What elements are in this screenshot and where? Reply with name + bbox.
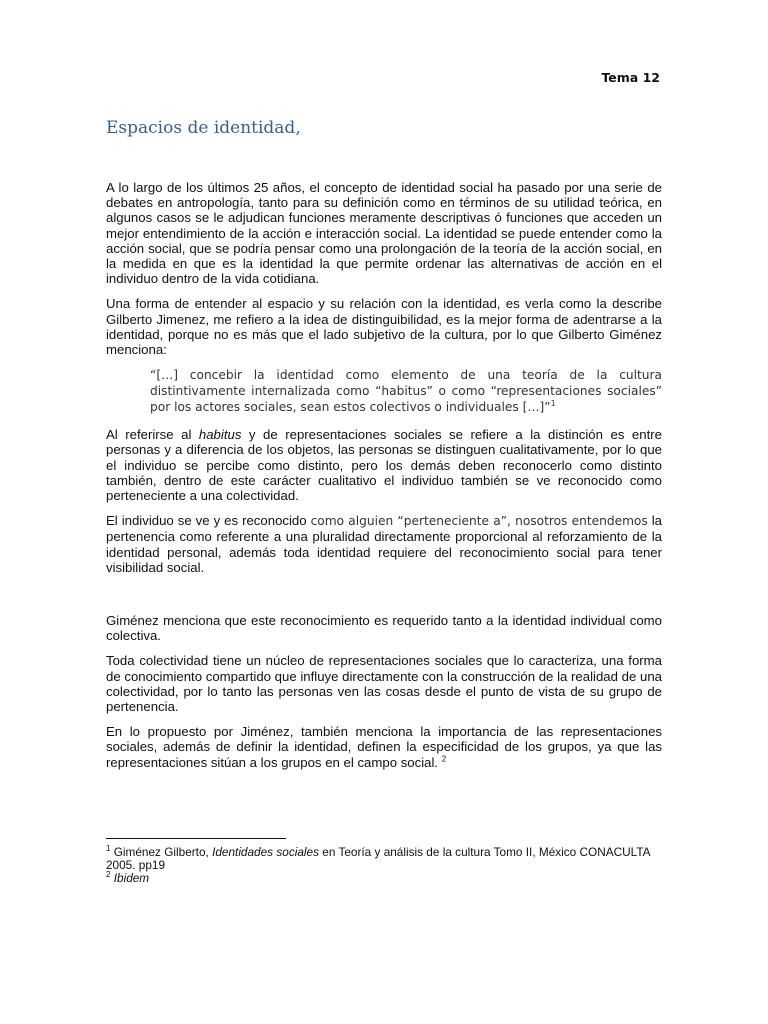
paragraph-4 [106, 513, 662, 575]
paragraph-3-italic: habitus [198, 427, 242, 443]
footnote-2-number: 2 [106, 870, 111, 880]
paragraph-7-text: En lo propuesto por Jiménez, también menciona la importancia de las representaciones sociales, además de definir la identidad, definen la especificidad de los grupos, ya que las representaciones sitúan a los grupos en el campo social. [106, 724, 662, 770]
paragraph-3 [106, 427, 662, 503]
paragraph-7 [106, 724, 662, 770]
paragraph-3-lead: Al referirse al [106, 427, 199, 443]
paragraph-3-rest: y de representaciones sociales se refiere a la distinción es entre personas y a diferencia de los objetos, las personas se distinguen cualitativamente, por lo que el individuo se percibe como distinto, pero los demás deben reconocerlo como distinto también, dentro de este carácter cualitativo el individuo también se ve reconocido como perteneciente a una colectividad. [106, 427, 662, 504]
footnote-2-italic: Ibidem [110, 871, 150, 885]
paragraph-6: Toda colectividad tiene un núcleo de representaciones sociales que lo caracteriza, una forma de conocimiento compartido que influye directamente con la construcción de la realidad de una colectividad, por lo tanto las personas ven las cosas desde el punto de vista de su grupo de pertenencia. [106, 653, 662, 715]
footnote-divider [106, 838, 286, 839]
paragraph-2: Una forma de entender al espacio y su relación con la identidad, es verla como la describe Gilberto Jimenez, me refiero a la idea de distinguibilidad, es la mejor forma de adentrarse a la identidad, porque no es más que el lado subjetivo de la cultura, por lo que Gilberto Giménez menciona: [106, 296, 662, 358]
document-body [106, 180, 662, 780]
footnote-ref-1: 1 [550, 399, 556, 409]
paragraph-1: A lo largo de los últimos 25 años, el concepto de identidad social ha pasado por una serie de debates en antropología, tanto para su definición como en términos de su utilidad teórica, en algunos casos se le adjudican funciones meramente descriptivas ó funciones que acceden un mejor entendimiento de la acción e interacción social. La identidad se puede entender como la acción social, que se podría pensar como una prolongación de la teoría de la acción social, en la medida en que es la identidad la que permite ordenar las alternativas de acción en el individuo dentro de la vida cotidiana. [106, 180, 662, 287]
paragraph-4-lead: El individuo se ve y es reconocido [106, 513, 311, 529]
footnote-ref-2: 2 [441, 754, 447, 764]
paragraph-spacer [106, 585, 662, 613]
footnote-1-italic: Identidades sociales [212, 845, 319, 859]
footnotes [106, 846, 662, 885]
paragraph-5: Giménez menciona que este reconocimiento es requerido tanto a la identidad individual como colectiva. [106, 613, 662, 644]
document-title: Espacios de identidad, [106, 118, 301, 138]
paragraph-4-alt-font: como alguien “perteneciente a”, nosotros entendemos [310, 514, 648, 529]
footnote-1-number: 1 [106, 844, 111, 854]
paragraph-4-rest: la pertenencia como referente a una pluralidad directamente proporcional al reforzamiento de la identidad personal, además toda identidad requiere del reconocimiento social para tener visibilidad social. [106, 513, 663, 575]
topic-label: Tema 12 [601, 70, 660, 85]
footnote-1 [106, 846, 662, 872]
block-quote-text: “[…] concebir la identidad como elemento de una teoría de la cultura distintivamente internalizada como “habitus” o como “representaciones sociales” por los actores sociales, sean estos colectivos o individuales […]” [150, 368, 662, 415]
footnote-1-lead: Giménez Gilberto, [110, 845, 213, 859]
block-quote [150, 367, 662, 415]
footnote-1-rest: en Teoría y análisis de la cultura Tomo II, México CONACULTA 2005. pp19 [106, 845, 650, 872]
footnote-2 [106, 872, 662, 885]
